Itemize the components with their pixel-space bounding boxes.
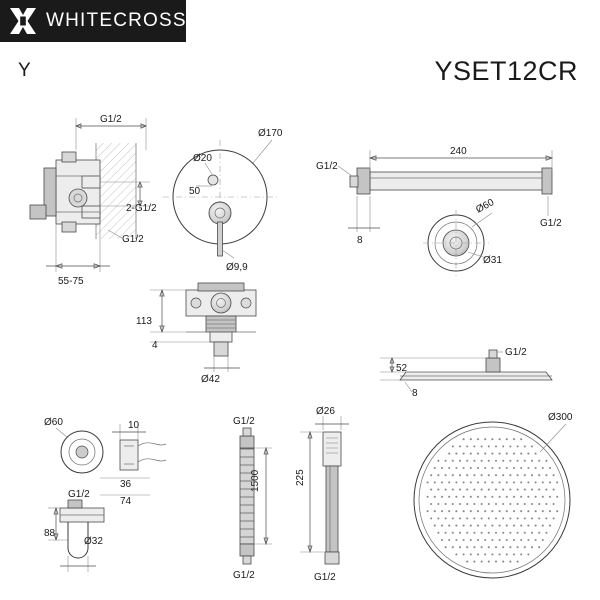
dim-50: 50	[189, 186, 201, 197]
dim-10: 10	[128, 420, 140, 431]
dim-55-75: 55-75	[58, 276, 84, 287]
dim-36: 36	[120, 479, 132, 490]
wall-flange-round	[423, 197, 502, 276]
concealed-mixer-body-section	[30, 114, 157, 287]
dim-g12-outlet: G1/2	[68, 489, 90, 500]
hand-shower	[295, 406, 349, 583]
dim-hand-g12: G1/2	[314, 572, 336, 583]
dim-d170: Ø170	[258, 128, 283, 139]
dim-d300: Ø300	[548, 412, 573, 423]
dim-74: 74	[120, 496, 132, 507]
mixer-face-plate	[163, 128, 283, 273]
dim-d60-outlet: Ø60	[44, 417, 63, 428]
diverter-valve-body	[136, 283, 256, 385]
dim-g12-bottom: G1/2	[122, 234, 144, 245]
dim-d32: Ø32	[84, 536, 103, 547]
rain-head-side-view	[380, 347, 552, 399]
dim-d31: Ø31	[483, 255, 502, 266]
dim-d26: Ø26	[316, 406, 335, 417]
dim-8-head: 8	[412, 388, 418, 399]
brand-name: WHITECROSS	[46, 10, 187, 31]
dim-225: 225	[295, 469, 306, 486]
dim-113: 113	[136, 316, 152, 327]
dim-240: 240	[450, 146, 467, 157]
rain-head-bottom-view	[414, 412, 573, 578]
dim-2-g12: 2-G1/2	[126, 203, 157, 214]
dim-hose-g12-top: G1/2	[233, 416, 255, 427]
dim-4: 4	[152, 340, 158, 351]
model-code: YSET12CR	[434, 56, 578, 86]
dim-88: 88	[44, 528, 56, 539]
dim-hose-g12-bottom: G1/2	[233, 570, 255, 581]
shower-hose	[233, 416, 272, 581]
dim-1500: 1500	[250, 469, 261, 492]
dim-arm-g12-left: G1/2	[316, 161, 338, 172]
dim-head-g12: G1/2	[505, 347, 527, 358]
dim-g12-top: G1/2	[100, 114, 122, 125]
dim-d99: Ø9,9	[226, 262, 248, 273]
dim-d20: Ø20	[193, 153, 212, 164]
dim-arm-g12-right: G1/2	[540, 218, 562, 229]
wall-outlet-and-holder	[44, 417, 166, 572]
dim-d60-flange: Ø60	[474, 197, 497, 216]
dim-d42: Ø42	[201, 374, 220, 385]
dim-52: 52	[396, 363, 408, 374]
series-letter: Y	[18, 60, 31, 81]
dim-8: 8	[357, 235, 363, 246]
